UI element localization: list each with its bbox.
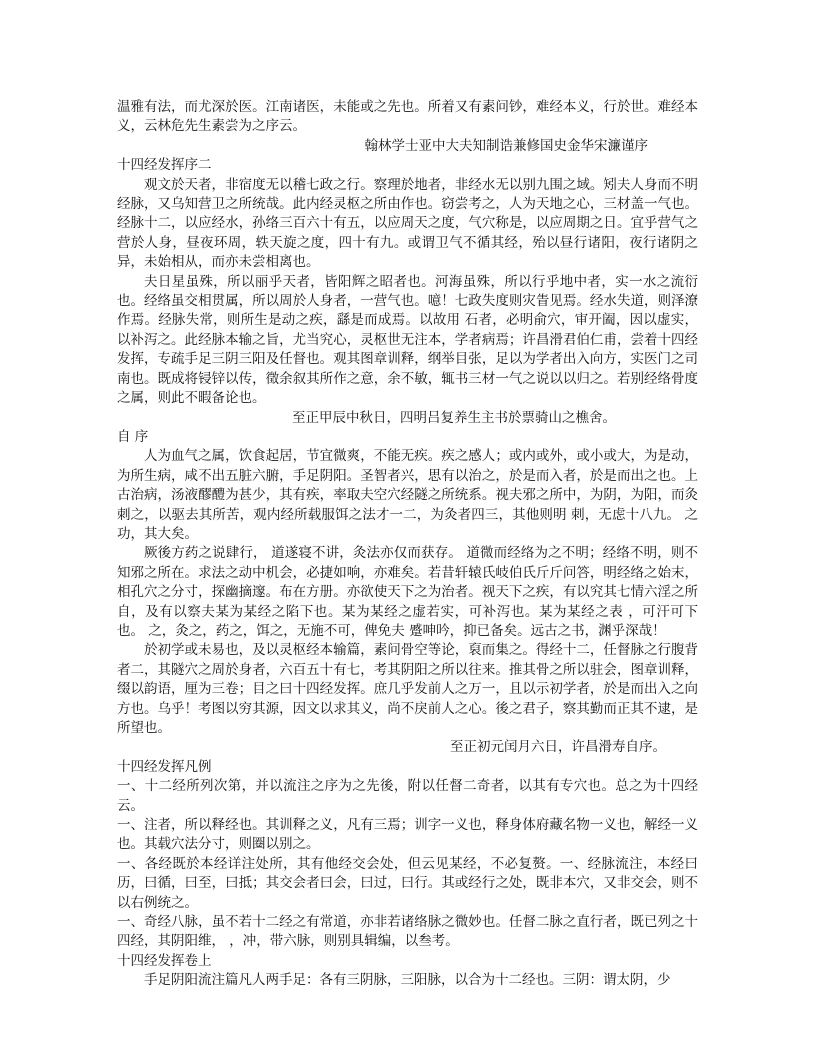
preface2-paragraph-2: 夫日星虽殊，所以丽乎天者，皆阳辉之昭者也。河海虽殊，所以行乎地中者，实一水之流衍也。经络虽交相贯属，所以周於人身者，一营气也。噫！七政失度则灾眚见焉。经水失道，则泽潦作焉。经脉失常，则所生是动之疾，繇是而成焉。以故用 石者，必明俞穴，审开阖，因以虚实，以补泻之。此经脉本输之旨，尤当究心，灵枢世无注本，学者病焉；许昌滑君伯仁甫，尝着十四经发挥，专疏手足三阴三阳及任督也。观其图章训释，纲举目张，足以为学者出入向方，实医门之司南也。既成将锓锌以传，徵余叙其所作之意，余不敏，辄书三材一气之说以以归之。若别经络骨度之属，则此不暇备论也。 xyxy=(117,273,698,407)
volume1-heading: 十四经发挥卷上 xyxy=(117,952,212,969)
rule-item-2: 一、注者，所以释经也。其训释之义，凡有三焉；训字一义也，释身体府藏名物一义也，解经一义也。其载穴法分寸，则圈以别之。 xyxy=(117,817,698,853)
preface2-heading: 十四经发挥序二 xyxy=(117,157,212,174)
preface2-signature: 至正甲辰中秋日，四明吕复养生主书於票骑山之樵舍。 xyxy=(292,409,616,426)
self-preface-paragraph-2: 厥後方药之说肆行， 道遂寝不讲，灸法亦仅而获存。 道微而经络为之不明；经络不明，则不知邪之所在。求法之动中机会，必捷如响，亦难矣。若昔轩辕氏岐伯氏斤斤问答，明经络之始末，相孔穴之分寸，探幽摘邃。布在方册。亦欲使天下之为治者。视天下之疾，有以究其七情六淫之所自，及有以察夫某为某经之陷下也。某为某经之虚若实，可补泻也。某为某经之表 ，可汗可下也。 之，灸之，药之，饵之，无施不可，俾免夫 蹙呻吟，抑已备矣。远古之书，渊乎深哉！ xyxy=(117,545,698,639)
self-preface-heading: 自 序 xyxy=(117,428,149,445)
document-page xyxy=(117,98,698,991)
self-preface-signature: 至正初元闰月六日，许昌滑寿自序。 xyxy=(450,739,666,756)
intro-paragraph: 温雅有法，而尤深於医。江南诸医，未能或之先也。所着又有素问钞，难经本义，行於世。难经本义，云林危先生素尝为之序云。 xyxy=(117,99,698,135)
preface1-signature: 翰林学士亚中大夫知制诰兼修国史金华宋濂谨序 xyxy=(364,137,648,154)
rules-heading: 十四经发挥凡例 xyxy=(117,758,212,775)
rule-item-4: 一、奇经八脉，虽不若十二经之有常道，亦非若诸络脉之微妙也。任督二脉之直行者，既已列之十四经，其阴阳维， ，冲，带六脉，则别具辑编，以叁考。 xyxy=(117,914,698,950)
self-preface-paragraph-1: 人为血气之属，饮食起居，节宜微爽，不能无疾。疾之感人；或内或外，或小或大，为是动，为所生病，咸不出五脏六腑，手足阴阳。圣智者兴，思有以治之，於是而入者，於是而出之也。上古治病，汤液醪醴为甚少，其有疾，率取夫空穴经隧之所统系。视夫邪之所中，为阴，为阳，而灸刺之，以驱去其所苦，观内经所载服饵之法才一二，为灸者四三，其他则明 刺，无虑十八九。 之功，其大矣。 xyxy=(117,448,698,542)
rule-item-1: 一、十二经所列次第，并以流注之序为之先後，附以任督二奇者，以其有专穴也。总之为十四经云。 xyxy=(117,778,698,814)
self-preface-paragraph-3: 於初学或未易也，及以灵枢经本输篇，素问骨空等论，裒而集之。得经十二，任督脉之行腹背者二，其隧穴之周於身者，六百五十有七，考其阴阳之所以往来。推其骨之所以驻会，图章训释，缀以韵语，厘为三卷；目之曰十四经发挥。庶几乎发前人之万一，且以示初学者，於是而出入之向方也。乌乎！考图以穷其源，因文以求其义，尚不戾前人之心。後之君子，察其勤而正其不逮，是所望也。 xyxy=(117,642,698,736)
rule-item-3: 一、各经既於本经详注处所，其有他经交会处，但云见某经，不必复赘。一、经脉流注，本经曰历，曰循，曰至，曰抵；其交会者曰会，曰过，曰行。其或经行之处，既非本穴，又非交会，则不以右例统之。 xyxy=(117,855,698,911)
volume1-paragraph-1: 手足阴阳流注篇凡人两手足：各有三阴脉，三阳脉，以合为十二经也。三阴：谓太阴，少 xyxy=(144,972,671,989)
preface2-paragraph-1: 观文於天者，非宿度无以稽七政之行。察理於地者，非经水无以别九围之域。矧夫人身而不明经脉，又乌知营卫之所统哉。此内经灵枢之所由作也。窃尝考之，人为天地之心，三材盖一气也。经脉十二，以应经水，孙络三百六十有五，以应周天之度，气穴称是，以应周期之日。宜乎营气之营於人身，昼夜环周，轶天旋之度，四十有九。或谓卫气不循其经，殆以昼行诸阳，夜行诸阴之异，未始相从，而亦未尝相离也。 xyxy=(117,176,698,271)
